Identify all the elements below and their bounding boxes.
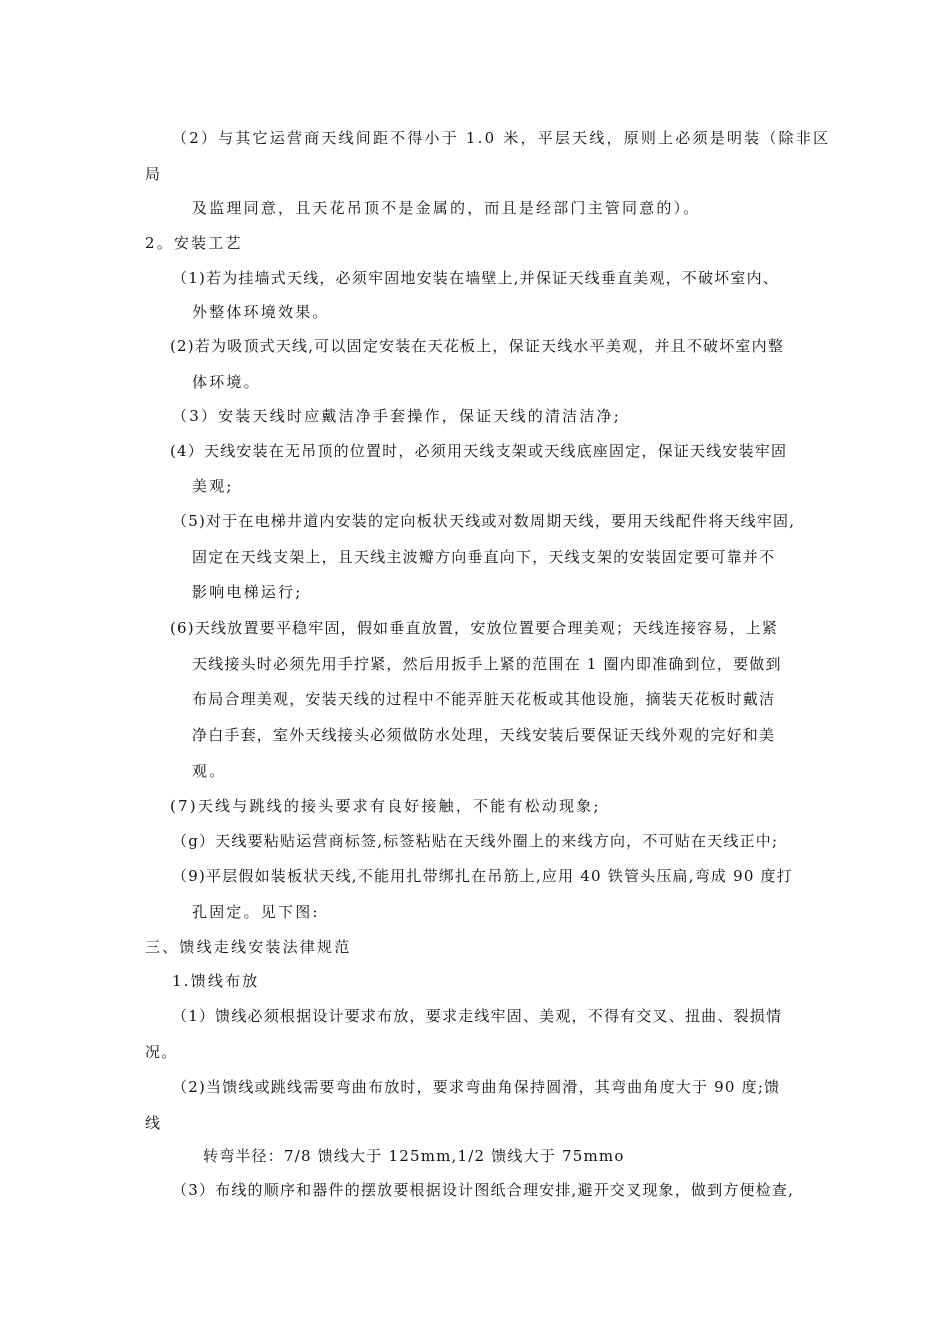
text-line: （3）安装天线时应戴洁净手套操作，保证天线的清洁洁净; xyxy=(172,407,621,425)
text-line: 况。 xyxy=(145,1043,178,1061)
text-line: （1)若为挂墙式天线，必须牢固地安装在墙壁上,并保证天线垂直美观，不破坏室内、 xyxy=(172,269,779,287)
text-line: 转弯半径：7/8 馈线大于 125mm,1/2 馈线大于 75mmo xyxy=(203,1147,625,1165)
text-line: （1）馈线必须根据设计要求布放，要求走线牢固、美观，不得有交叉、扭曲、裂损情 xyxy=(172,1007,783,1025)
text-line: (2)若为吸顶式天线,可以固定安装在天花板上，保证天线水平美观，并且不破坏室内整 xyxy=(170,337,785,355)
text-line: 孔固定。见下图: xyxy=(192,903,320,921)
text-line: 观。 xyxy=(192,762,227,780)
section-heading: 2。安装工艺 xyxy=(145,234,243,252)
text-line: (6)天线放置要平稳牢固，假如垂直放置，安放位置要合理美观；天线连接容易，上紧 xyxy=(170,619,779,637)
text-line: （9)平层假如装板状天线,不能用扎带绑扎在吊筋上,应用 40 铁管头压扁,弯成 90 度打 xyxy=(172,867,793,885)
text-line: 净白手套，室外天线接头必须做防水处理，天线安装后要保证天线外观的完好和美 xyxy=(192,726,776,744)
text-line: 体环境。 xyxy=(192,373,261,391)
text-line: （3）布线的顺序和器件的摆放要根据设计图纸合理安排,避开交叉现象，做到方便检查, xyxy=(172,1181,795,1199)
text-line: （g）天线要粘贴运营商标签,标签粘贴在天线外圈上的来线方向，不可贴在天线正中; xyxy=(172,832,779,850)
text-line: 天线接头时必须先用手拧紧，然后用扳手上紧的范围在 1 圈内即准确到位，要做到 xyxy=(192,655,782,673)
text-line: 固定在天线支架上，且天线主波瓣方向垂直向下，天线支架的安装固定要可靠并不 xyxy=(192,548,776,566)
text-line: （2）与其它运营商天线间距不得小于 1.0 米，平层天线，原则上必须是明装（除非区 xyxy=(172,129,831,147)
text-line: 外整体环境效果。 xyxy=(192,303,330,321)
text-line: 影响电梯运行; xyxy=(192,583,303,601)
text-line: （2)当馈线或跳线需要弯曲布放时，要求弯曲角保持圆滑，其弯曲角度大于 90 度;馈 xyxy=(172,1078,781,1096)
text-line: (4）天线安装在无吊顶的位置时，必须用天线支架或天线底座固定，保证天线安装牢固 xyxy=(170,442,788,460)
text-line: 美观; xyxy=(192,477,234,495)
subsection-heading: 1.馈线布放 xyxy=(172,972,260,990)
text-line: 及监理同意，且天花吊顶不是金属的，而且是经部门主管同意的）。 xyxy=(192,199,701,217)
text-line: 局 xyxy=(145,165,162,183)
section-heading: 三、馈线走线安装法律规范 xyxy=(145,938,352,956)
text-line: （5)对于在电梯井道内安装的定向板状天线或对数周期天线，要用天线配件将天线牢固, xyxy=(172,512,796,530)
text-line: 线 xyxy=(145,1114,162,1132)
text-line: (7)天线与跳线的接头要求有良好接触，不能有松动现象; xyxy=(170,797,601,815)
text-line: 布局合理美观，安装天线的过程中不能弄脏天花板或其他设施，摘装天花板时戴洁 xyxy=(192,690,776,708)
